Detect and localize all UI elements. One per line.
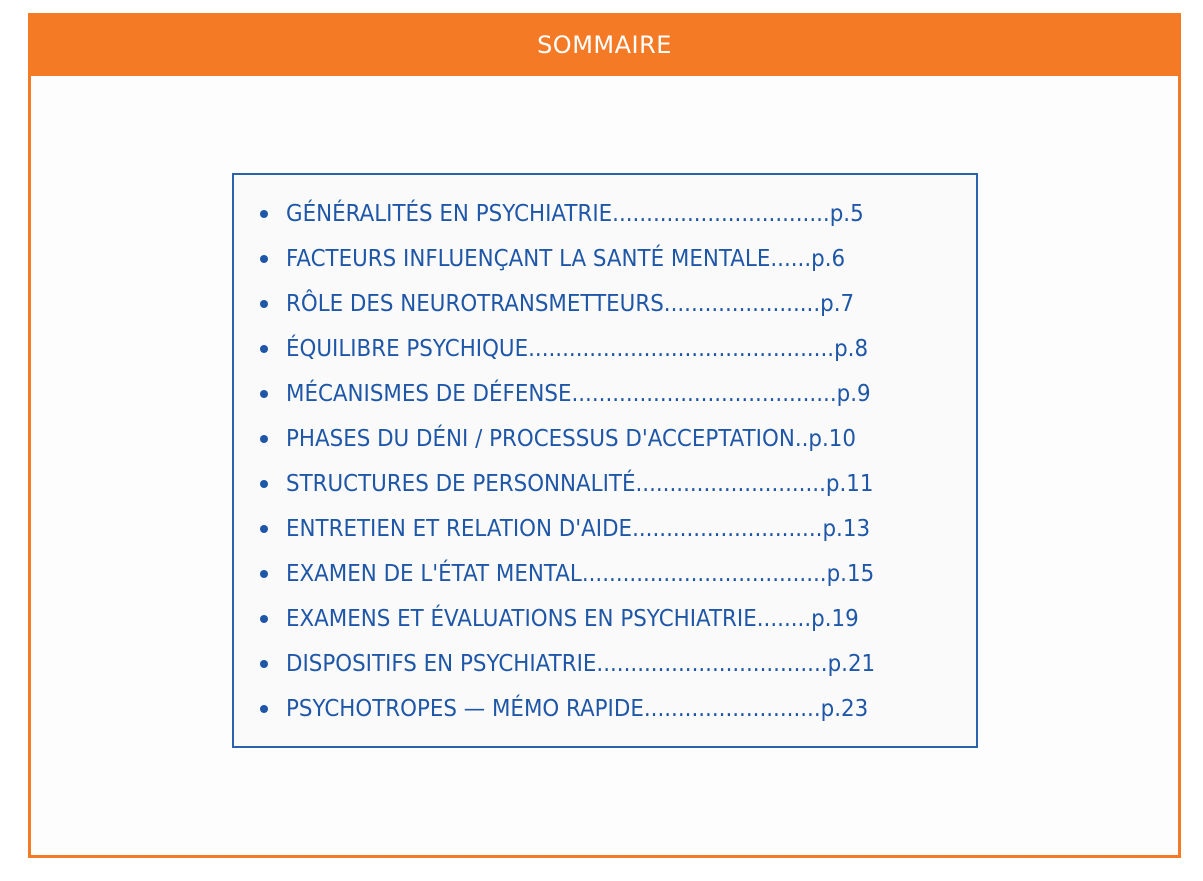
toc-item: [234, 688, 976, 733]
toc-item-text: MÉCANISMES DE DÉFENSE.......................................p.9: [286, 381, 871, 407]
toc-item: [234, 643, 976, 688]
summary-header: [28, 13, 1181, 76]
toc-item-text: EXAMEN DE L'ÉTAT MENTAL....................................p.15: [286, 561, 875, 587]
toc-item: [234, 283, 976, 328]
bullet-icon: [260, 705, 268, 713]
bullet-icon: [260, 660, 268, 668]
summary-title: SOMMAIRE: [537, 30, 672, 59]
bullet-icon: [260, 435, 268, 443]
toc-item-text: ENTRETIEN ET RELATION D'AIDE............................p.13: [286, 516, 871, 542]
toc-item-text: STRUCTURES DE PERSONNALITÉ............................p.11: [286, 471, 874, 497]
bullet-icon: [260, 345, 268, 353]
toc-item-text: DISPOSITIFS EN PSYCHIATRIE..................................p.21: [286, 651, 876, 677]
bullet-icon: [260, 480, 268, 488]
toc-list: [234, 193, 976, 733]
toc-item-text: ÉQUILIBRE PSYCHIQUE.............................................p.8: [286, 336, 869, 362]
bullet-icon: [260, 210, 268, 218]
toc-item-text: FACTEURS INFLUENÇANT LA SANTÉ MENTALE......p.6: [286, 246, 846, 272]
toc-item: [234, 463, 976, 508]
bullet-icon: [260, 300, 268, 308]
toc-item-text: RÔLE DES NEUROTRANSMETTEURS.......................p.7: [286, 291, 855, 317]
toc-item: [234, 508, 976, 553]
bullet-icon: [260, 570, 268, 578]
bullet-icon: [260, 390, 268, 398]
toc-item: [234, 598, 976, 643]
toc-item-text: EXAMENS ET ÉVALUATIONS EN PSYCHIATRIE........p.19: [286, 606, 859, 632]
bullet-icon: [260, 615, 268, 623]
summary-card: [28, 13, 1181, 858]
toc-item: [234, 238, 976, 283]
toc-item: [234, 373, 976, 418]
toc-item-text: GÉNÉRALITÉS EN PSYCHIATRIE................................p.5: [286, 201, 864, 227]
bullet-icon: [260, 525, 268, 533]
toc-item: [234, 418, 976, 463]
toc-item: [234, 328, 976, 373]
toc-item-text: PHASES DU DÉNI / PROCESSUS D'ACCEPTATION..p.10: [286, 426, 857, 452]
bullet-icon: [260, 255, 268, 263]
toc-item: [234, 193, 976, 238]
toc-item-text: PSYCHOTROPES — MÉMO RAPIDE..........................p.23: [286, 696, 869, 722]
toc-item: [234, 553, 976, 598]
table-of-contents: [232, 173, 978, 748]
